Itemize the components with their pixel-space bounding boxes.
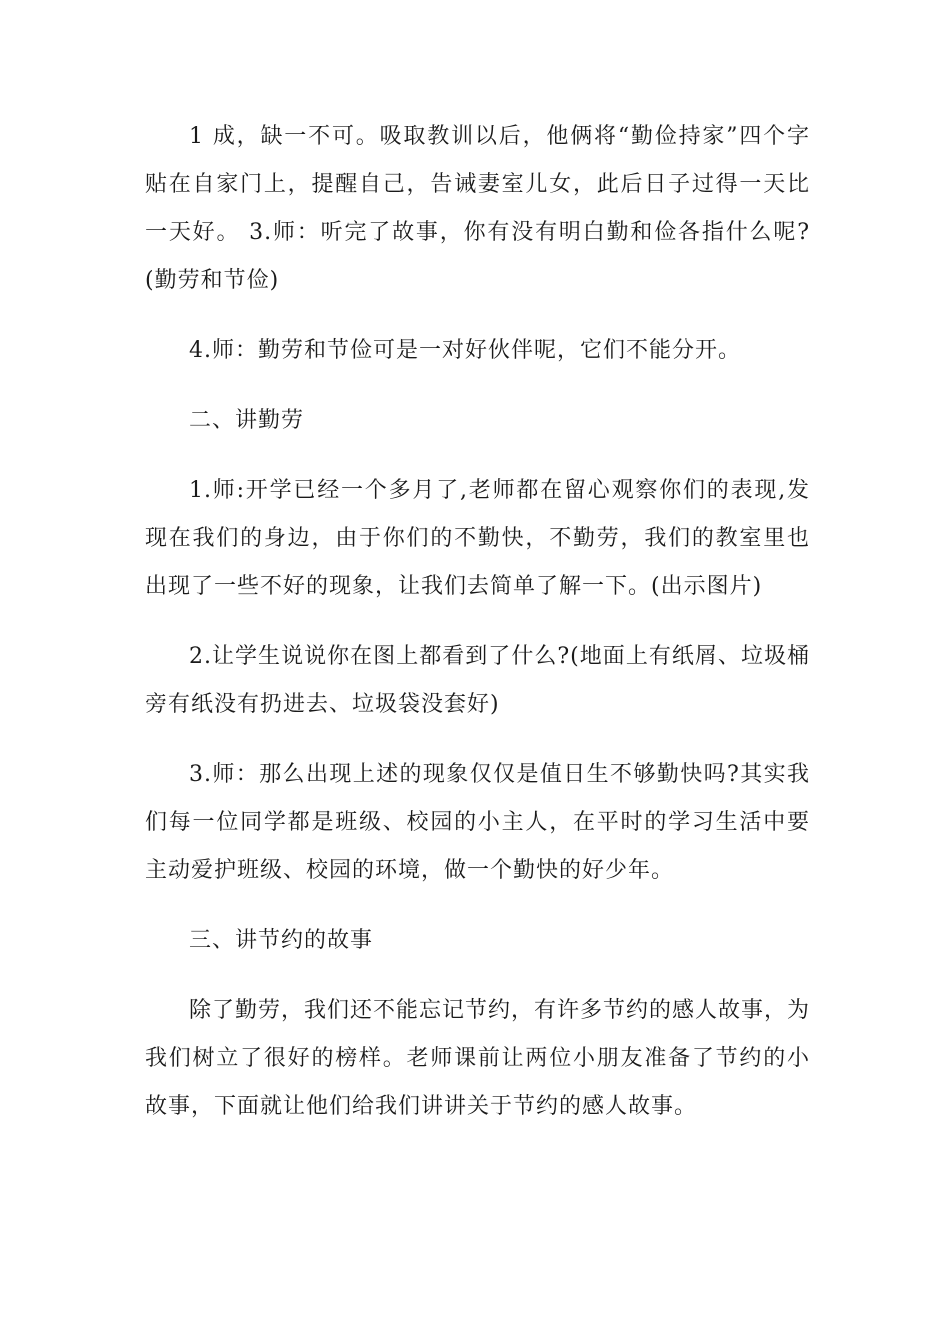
paragraph-teacher-observation: 1.师:开学已经一个多月了,老师都在留心观察你们的表现,发现在我们的身边，由于你们的不勤快，不勤劳，我们的教室里也出现了一些不好的现象，让我们去简单了解一下。(出示图片)	[145, 478, 810, 599]
document-body	[145, 113, 810, 1153]
section-heading-diligence: 二、讲勤劳	[189, 408, 305, 433]
paragraph-thrift-intro: 除了勤劳，我们还不能忘记节约，有许多节约的感人故事，为我们树立了很好的榜样。老师课前让两位小朋友准备了节约的小故事，下面就让他们给我们讲讲关于节约的感人故事。	[145, 998, 811, 1119]
section-heading-thrift-story: 三、讲节约的故事	[189, 928, 374, 953]
paragraph-teacher-point-4: 4.师：勤劳和节俭可是一对好伙伴呢，它们不能分开。	[189, 338, 741, 363]
paragraph-story-ending: 1 成，缺一不可。吸取教训以后，他俩将“勤俭持家”四个字贴在自家门上，提醒自己，告诫妻室儿女，此后日子过得一天比一天好。 3.师：听完了故事，你有没有明白勤和俭各指什么呢?(勤劳和节俭)	[145, 124, 810, 293]
paragraph-student-discussion: 2.让学生说说你在图上都看到了什么?(地面上有纸屑、垃圾桶旁有纸没有扔进去、垃圾袋没套好)	[145, 644, 810, 717]
paragraph-teacher-point-3: 3.师：那么出现上述的现象仅仅是值日生不够勤快吗?其实我们每一位同学都是班级、校园的小主人，在平时的学习生活中要主动爱护班级、校园的环境，做一个勤快的好少年。	[145, 762, 810, 883]
